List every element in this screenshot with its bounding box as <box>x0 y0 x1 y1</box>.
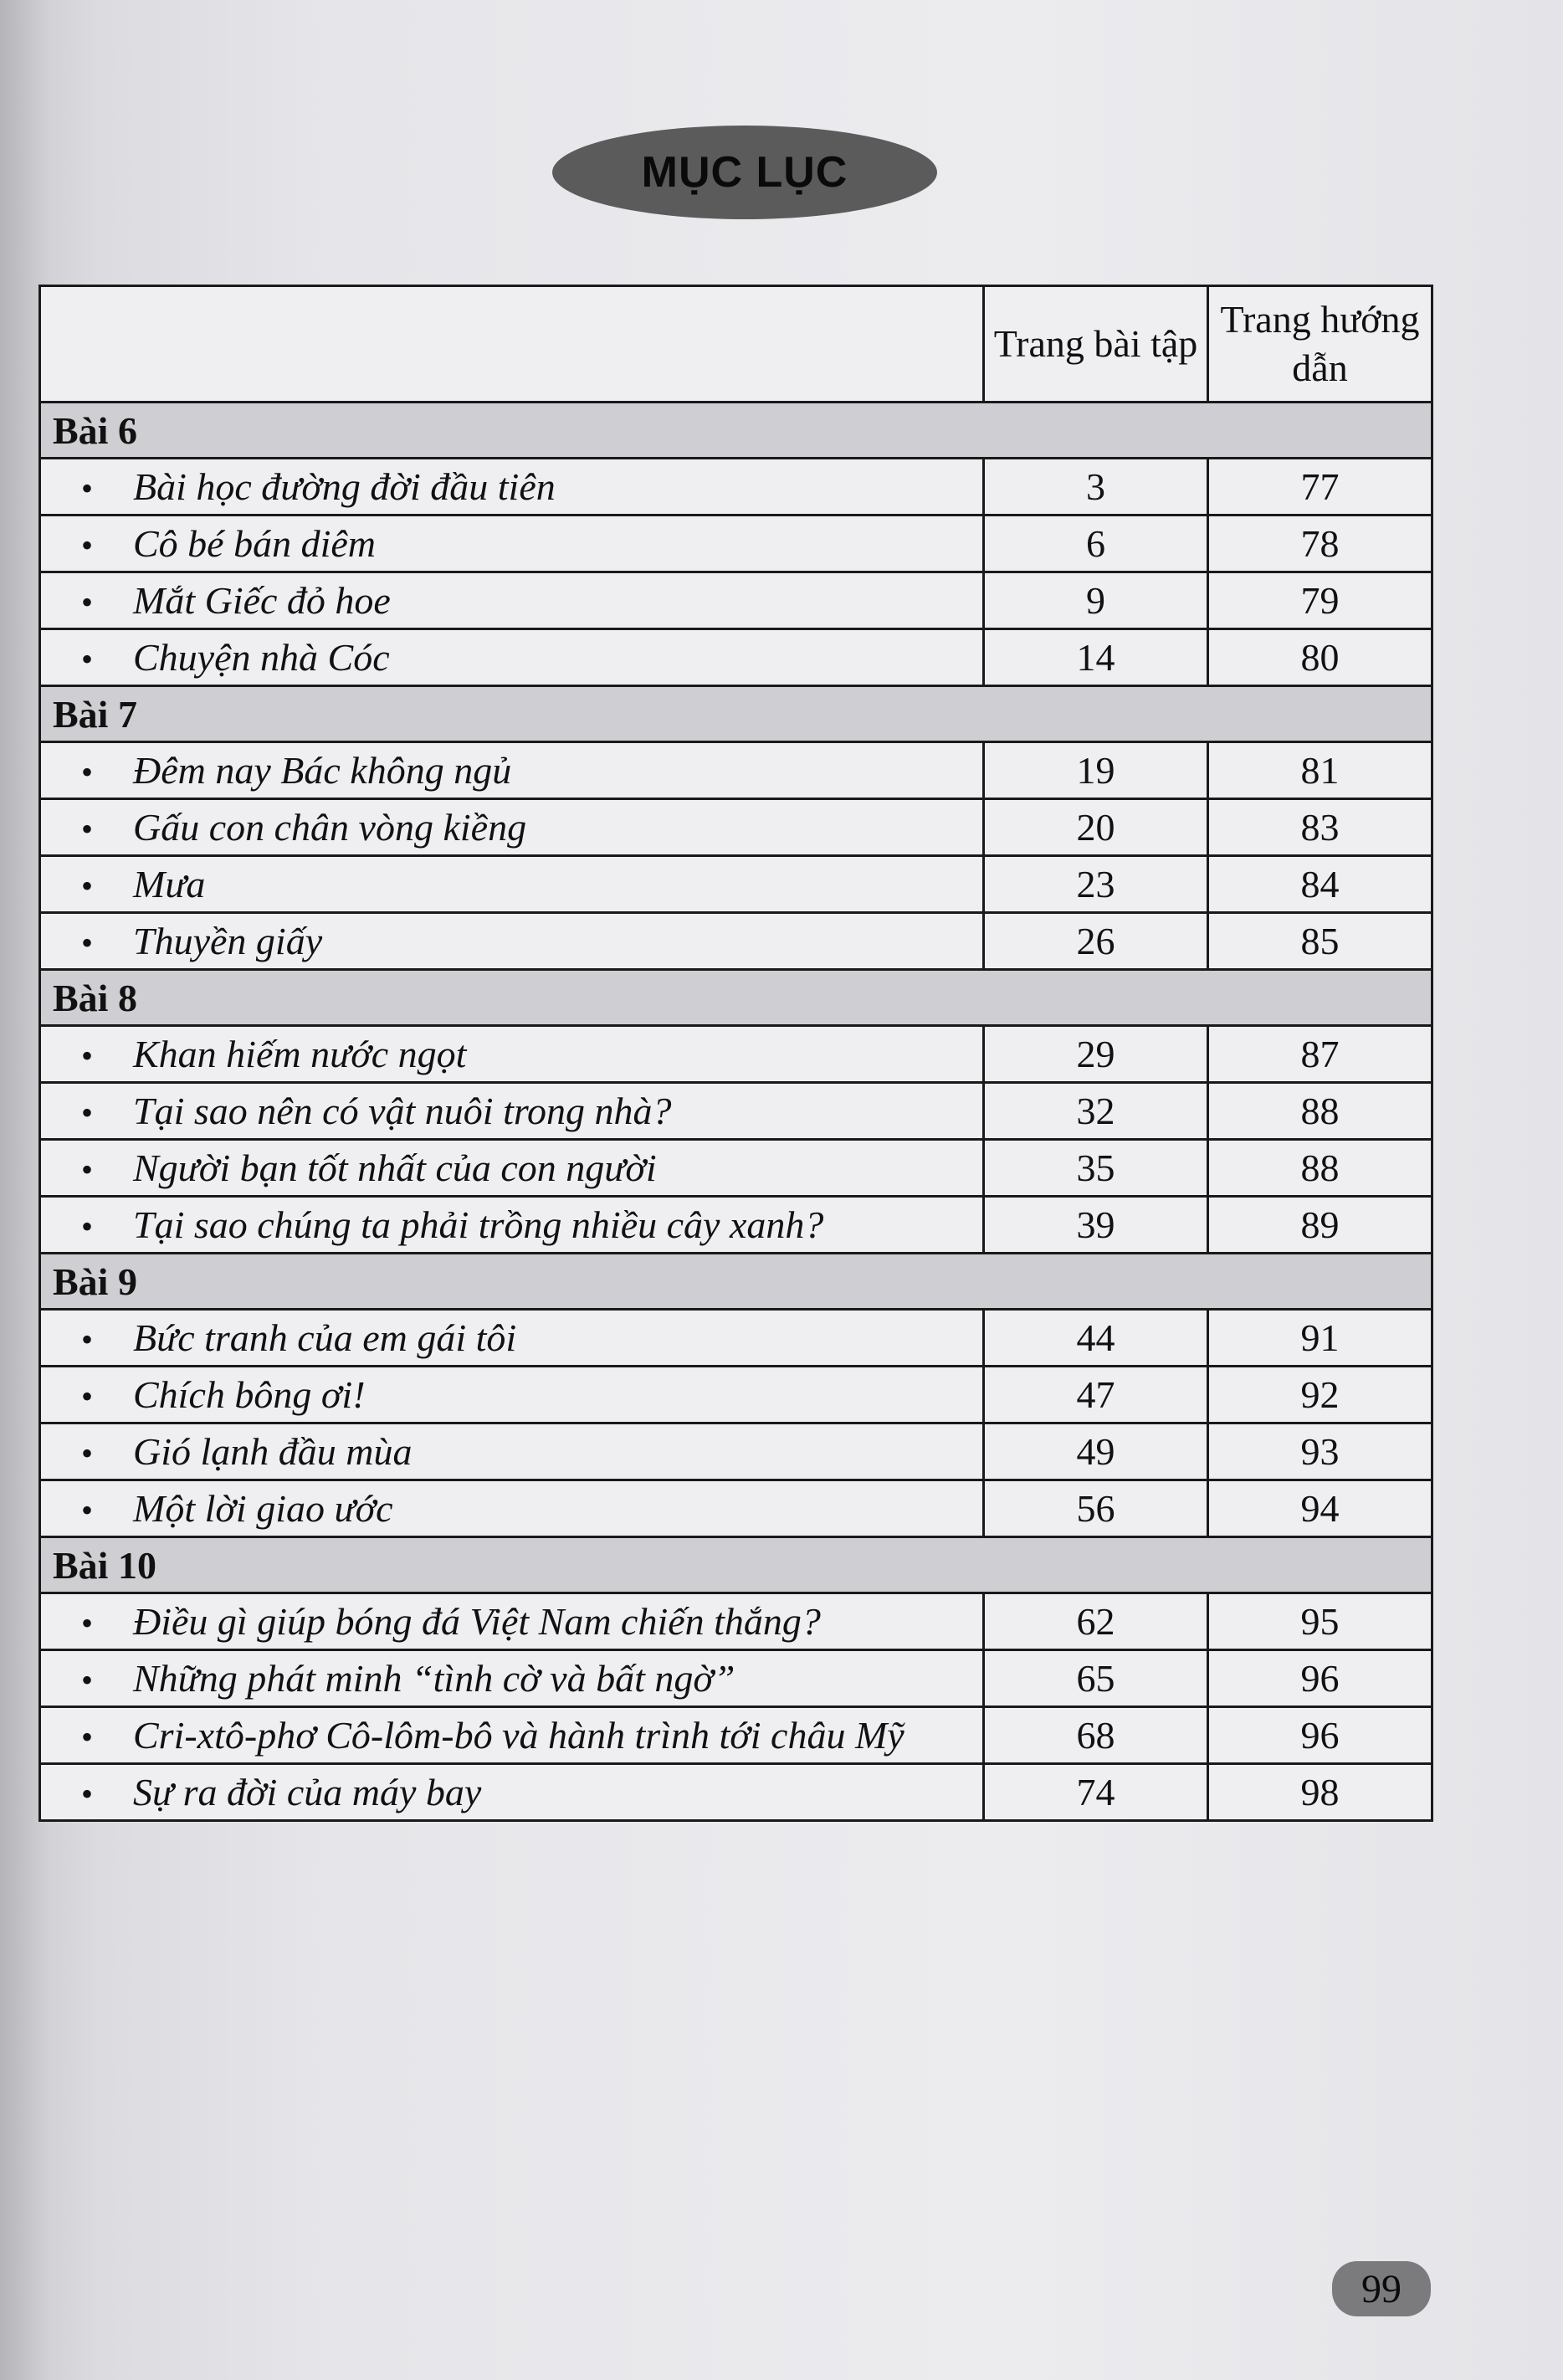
toc-item-cell <box>40 515 984 572</box>
guide-page-number: 85 <box>1208 913 1432 970</box>
toc-item-title: Chuyện nhà Cóc <box>133 636 390 679</box>
toc-item-title: Gấu con chân vòng kiềng <box>133 806 527 849</box>
exercise-page-number: 29 <box>984 1026 1208 1083</box>
toc-item-title: Mưa <box>133 863 206 905</box>
toc-item-title: Mắt Giếc đỏ hoe <box>133 579 391 622</box>
bullet-icon: • <box>80 924 93 962</box>
exercise-page-number: 19 <box>984 742 1208 799</box>
lesson-label: Bài 9 <box>40 1254 984 1310</box>
guide-page-number: 92 <box>1208 1367 1432 1423</box>
toc-item-cell <box>40 913 984 970</box>
lesson-row <box>40 1537 1432 1593</box>
toc-item-row <box>40 799 1432 856</box>
bullet-icon: • <box>80 1775 93 1813</box>
toc-item-cell <box>40 1593 984 1650</box>
title-badge <box>552 126 937 219</box>
bullet-icon: • <box>80 753 93 791</box>
lesson-empty-cell <box>1208 686 1432 742</box>
exercise-page-number: 20 <box>984 799 1208 856</box>
exercise-page-number: 9 <box>984 572 1208 629</box>
toc-item-row <box>40 459 1432 515</box>
toc-item-row <box>40 1480 1432 1537</box>
bullet-icon: • <box>80 867 93 905</box>
exercise-page-number: 68 <box>984 1707 1208 1764</box>
exercise-page-number: 23 <box>984 856 1208 913</box>
exercise-page-number: 74 <box>984 1764 1208 1821</box>
toc-item-row <box>40 1707 1432 1764</box>
lesson-empty-cell <box>984 1537 1208 1593</box>
toc-item-title: Cri-xtô-phơ Cô-lôm-bô và hành trình tới châu Mỹ <box>133 1714 904 1757</box>
toc-item-cell <box>40 1423 984 1480</box>
guide-page-number: 98 <box>1208 1764 1432 1821</box>
guide-page-number: 79 <box>1208 572 1432 629</box>
toc-item-row <box>40 515 1432 572</box>
lesson-empty-cell <box>1208 403 1432 459</box>
exercise-page-number: 65 <box>984 1650 1208 1707</box>
exercise-page-number: 32 <box>984 1083 1208 1140</box>
lesson-empty-cell <box>984 686 1208 742</box>
guide-page-number: 77 <box>1208 459 1432 515</box>
bullet-icon: • <box>80 1321 93 1358</box>
lesson-empty-cell <box>1208 1254 1432 1310</box>
toc-item-title: Thuyền giấy <box>133 920 323 962</box>
toc-item-cell <box>40 1026 984 1083</box>
exercise-page-number: 35 <box>984 1140 1208 1197</box>
exercise-page-number: 3 <box>984 459 1208 515</box>
exercise-page-number: 14 <box>984 629 1208 686</box>
toc-item-title: Bức tranh của em gái tôi <box>133 1316 517 1359</box>
toc-item-cell <box>40 1140 984 1197</box>
toc-item-row <box>40 1593 1432 1650</box>
toc-item-title: Bài học đường đời đầu tiên <box>133 465 556 508</box>
guide-page-number: 93 <box>1208 1423 1432 1480</box>
toc-item-row <box>40 1026 1432 1083</box>
lesson-label: Bài 6 <box>40 403 984 459</box>
toc-item-cell <box>40 629 984 686</box>
toc-item-cell <box>40 572 984 629</box>
lesson-empty-cell <box>984 970 1208 1026</box>
guide-page-number: 80 <box>1208 629 1432 686</box>
toc-item-cell <box>40 1764 984 1821</box>
toc-item-title: Điều gì giúp bóng đá Việt Nam chiến thắng? <box>133 1600 821 1643</box>
toc-item-row <box>40 1310 1432 1367</box>
toc-item-title: Khan hiếm nước ngọt <box>133 1033 467 1075</box>
toc-item-title: Người bạn tốt nhất của con người <box>133 1146 657 1189</box>
toc-item-row <box>40 742 1432 799</box>
toc-item-row <box>40 1650 1432 1707</box>
toc-item-row <box>40 629 1432 686</box>
toc-item-cell <box>40 799 984 856</box>
toc-item-title: Những phát minh “tình cờ và bất ngờ” <box>133 1657 735 1700</box>
toc-item-cell <box>40 1310 984 1367</box>
exercise-page-number: 6 <box>984 515 1208 572</box>
toc-item-title: Một lời giao ước <box>133 1487 393 1530</box>
bullet-icon: • <box>80 1094 93 1131</box>
toc-item-row <box>40 1764 1432 1821</box>
toc-item-row <box>40 1083 1432 1140</box>
lesson-row <box>40 403 1432 459</box>
lesson-empty-cell <box>1208 970 1432 1026</box>
lesson-row <box>40 686 1432 742</box>
bullet-icon: • <box>80 583 93 621</box>
lesson-empty-cell <box>984 1254 1208 1310</box>
toc-item-cell <box>40 1083 984 1140</box>
toc-item-title: Tại sao nên có vật nuôi trong nhà? <box>133 1090 672 1132</box>
lesson-label: Bài 7 <box>40 686 984 742</box>
toc-item-row <box>40 572 1432 629</box>
guide-page-number: 81 <box>1208 742 1432 799</box>
header-blank-cell <box>40 286 984 403</box>
guide-page-number: 96 <box>1208 1650 1432 1707</box>
header-guide-page: Trang hướng dẫn <box>1208 286 1432 403</box>
toc-item-title: Sự ra đời của máy bay <box>133 1771 482 1813</box>
toc-item-cell <box>40 742 984 799</box>
guide-page-number: 94 <box>1208 1480 1432 1537</box>
bullet-icon: • <box>80 1491 93 1529</box>
bullet-icon: • <box>80 1037 93 1075</box>
bullet-icon: • <box>80 1661 93 1699</box>
lesson-row <box>40 970 1432 1026</box>
toc-item-title: Tại sao chúng ta phải trồng nhiều cây xanh? <box>133 1203 824 1246</box>
guide-page-number: 84 <box>1208 856 1432 913</box>
bullet-icon: • <box>80 1434 93 1472</box>
toc-item-cell <box>40 1480 984 1537</box>
lesson-label: Bài 8 <box>40 970 984 1026</box>
page-title: MỤC LỤC <box>641 148 848 197</box>
bullet-icon: • <box>80 1377 93 1415</box>
exercise-page-number: 26 <box>984 913 1208 970</box>
toc-item-cell <box>40 1650 984 1707</box>
guide-page-number: 83 <box>1208 799 1432 856</box>
toc-item-row <box>40 913 1432 970</box>
exercise-page-number: 47 <box>984 1367 1208 1423</box>
guide-page-number: 87 <box>1208 1026 1432 1083</box>
header-exercise-page: Trang bài tập <box>984 286 1208 403</box>
toc-item-row <box>40 1197 1432 1254</box>
header-row <box>40 286 1432 403</box>
bullet-icon: • <box>80 810 93 848</box>
exercise-page-number: 39 <box>984 1197 1208 1254</box>
toc-item-cell <box>40 1707 984 1764</box>
exercise-page-number: 56 <box>984 1480 1208 1537</box>
toc-item-cell <box>40 459 984 515</box>
bullet-icon: • <box>80 1718 93 1756</box>
lesson-empty-cell <box>984 403 1208 459</box>
lesson-empty-cell <box>1208 1537 1432 1593</box>
guide-page-number: 91 <box>1208 1310 1432 1367</box>
guide-page-number: 95 <box>1208 1593 1432 1650</box>
toc-item-row <box>40 1423 1432 1480</box>
exercise-page-number: 49 <box>984 1423 1208 1480</box>
page-number: 99 <box>1332 2261 1431 2316</box>
guide-page-number: 88 <box>1208 1083 1432 1140</box>
exercise-page-number: 62 <box>984 1593 1208 1650</box>
guide-page-number: 88 <box>1208 1140 1432 1197</box>
lesson-row <box>40 1254 1432 1310</box>
toc-item-row <box>40 1367 1432 1423</box>
exercise-page-number: 44 <box>984 1310 1208 1367</box>
bullet-icon: • <box>80 526 93 564</box>
toc-item-row <box>40 856 1432 913</box>
guide-page-number: 89 <box>1208 1197 1432 1254</box>
bullet-icon: • <box>80 469 93 507</box>
guide-page-number: 78 <box>1208 515 1432 572</box>
bullet-icon: • <box>80 1151 93 1188</box>
toc-item-row <box>40 1140 1432 1197</box>
bullet-icon: • <box>80 640 93 678</box>
toc-item-title: Đêm nay Bác không ngủ <box>133 749 512 792</box>
toc-item-cell <box>40 1367 984 1423</box>
bullet-icon: • <box>80 1604 93 1642</box>
toc-item-title: Gió lạnh đầu mùa <box>133 1430 413 1473</box>
lesson-label: Bài 10 <box>40 1537 984 1593</box>
toc-item-title: Chích bông ơi! <box>133 1373 366 1416</box>
toc-body <box>40 286 1432 1821</box>
toc-table <box>38 285 1433 1822</box>
toc-item-title: Cô bé bán diêm <box>133 522 377 565</box>
toc-item-cell <box>40 856 984 913</box>
guide-page-number: 96 <box>1208 1707 1432 1764</box>
bullet-icon: • <box>80 1208 93 1245</box>
toc-item-cell <box>40 1197 984 1254</box>
